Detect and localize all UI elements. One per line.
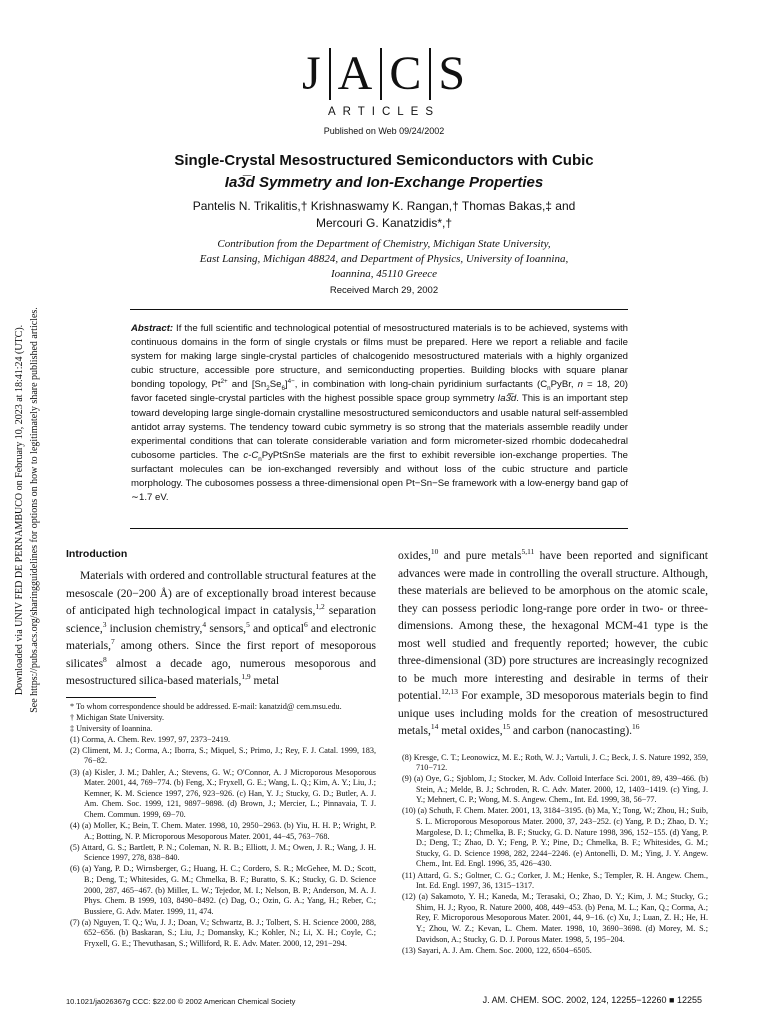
- subscript: n: [547, 385, 551, 393]
- footnote-rule: [66, 697, 156, 698]
- footer-citation: J. AM. CHEM. SOC. 2002, 124, 12255−12260 ■ 12255: [482, 995, 702, 1005]
- download-notice-line2[interactable]: See https://pubs.acs.org/sharingguidelines for options on how to legitimately share published articles.: [29, 307, 40, 713]
- abstract-top-rule: [130, 309, 628, 310]
- body-text: separation science,: [66, 605, 376, 635]
- download-notice: [12, 300, 46, 720]
- logo-letter-c: C: [389, 47, 423, 100]
- body-text: inclusion chemistry,: [106, 622, 203, 635]
- citation[interactable]: 8: [103, 654, 107, 664]
- space-group: Ia3̅d Symmetry and Ion-Exchange Properties: [224, 174, 544, 191]
- body-text: have been reported and significant advances were made in controlling the overall structure. Although, these materials are believed to be amorphous on the atomic scale, they can possess periodic long-range pore order in two- or three-dimensions. Among these, the hexagonal MCM-41 type is the most well studied and frequently reported; however, the cubic three-dimensional (3D) pore structures are increasingly recognized to be much more interesting and desirable in terms of their potential.: [398, 550, 708, 702]
- citation[interactable]: 7: [111, 637, 115, 647]
- download-notice-line1: Downloaded via UNIV FED DE PERNAMBUCO on February 10, 2023 at 18:41:24 (UTC).: [14, 324, 25, 696]
- intro-continued-paragraph: [398, 548, 708, 741]
- subscript: 2: [266, 385, 270, 393]
- abstract-text: ]: [284, 379, 288, 391]
- body-text: and optical: [249, 622, 305, 635]
- logo-divider: [429, 48, 431, 100]
- footnote-affiliation: † Michigan State University.: [70, 712, 165, 722]
- subscript: n: [258, 455, 262, 463]
- section-heading-introduction: Introduction: [66, 548, 128, 560]
- body-text: metal oxides,: [438, 725, 503, 737]
- publication-date: Published on Web 09/24/2002: [323, 126, 445, 136]
- reference-item: (10) (a) Schuth, F. Chem. Mater. 2001, 13, 3184−3195. (b) Ma, Y.; Tong, W.; Zhou, H.; Suib, S. L. Microporous Mesoporous Mater. 2000, 37, 243−252. (c) Yang, P. D.; Zhao, D. Y.; Margolese, D. I.; Chmelka, B. F.; Stucky, G. D. Nature 1998, 396, 152−155. (d) Yang, P. D.; Deng, T.; Zhao, D. Y.; Feng, P. Y.; Pine, D.; Chmelka, B. F.; Whitesides, G. M.; Stucky, G. D. Science 1998, 282, 2244−2246. (e) Antonelli, D. M.; Ying, J. Y. Angew. Chem., Int. Ed. Engl. 1996, 35, 426−430.: [402, 806, 708, 869]
- citation[interactable]: 16: [632, 722, 640, 732]
- body-text: and pure metals: [438, 550, 522, 562]
- right-column: [398, 548, 708, 957]
- formula: c-C: [243, 449, 259, 461]
- citation[interactable]: 15: [502, 722, 511, 732]
- abstract: [131, 322, 628, 505]
- body-text: and electronic materials,: [66, 622, 376, 652]
- citation[interactable]: 1,9: [241, 672, 251, 682]
- citation[interactable]: 14: [430, 722, 439, 732]
- affiliation-line2: East Lansing, Michigan 48824, and Department of Physics, University of Ioannina,: [199, 253, 569, 265]
- citation[interactable]: 5: [246, 619, 250, 629]
- subscript: 6: [281, 385, 285, 393]
- body-text: Materials with ordered and controllable structural features at the mesoscale (20−200 Å) are of exceptionally broad interest because of anticipated high technological impact in catalysis,: [66, 570, 376, 617]
- footer-doi: 10.1021/ja026367g CCC: $22.00 © 2002 American Chemical Society: [66, 997, 296, 1006]
- abstract-label: Abstract:: [131, 323, 174, 334]
- space-group: Ia3̅d: [497, 393, 517, 405]
- footnote-correspondence: * To whom correspondence should be addressed. E-mail: kanatzid@ cem.msu.edu.: [70, 701, 342, 711]
- citation[interactable]: 3: [102, 619, 107, 629]
- citation[interactable]: 1,2: [315, 602, 325, 612]
- author-line1: Pantelis N. Trikalitis,† Krishnaswamy K. Rangan,† Thomas Bakas,‡ and: [192, 199, 576, 213]
- italic-variable: n: [577, 379, 583, 391]
- logo-letter-j: J: [301, 47, 322, 100]
- logo-divider: [329, 48, 331, 100]
- paper-title-line2: [120, 172, 648, 194]
- reference-item: (4) (a) Moller, K.; Bein, T. Chem. Mater. 1998, 10, 2950−2963. (b) Yiu, H. H. P.; Wright, P. A.; Botting, N. P. Microporous Mesoporous Mater. 2001, 44−45, 763−768.: [70, 821, 376, 841]
- affiliation: [150, 237, 618, 282]
- citation[interactable]: 5,11: [521, 547, 535, 557]
- body-text: among others. Since the first report of mesoporous silicates: [66, 640, 376, 670]
- logo-divider: [380, 48, 382, 100]
- paper-title-line1: Single-Crystal Mesostructured Semiconductors with Cubic: [174, 152, 594, 169]
- citation[interactable]: 6: [304, 619, 308, 629]
- superscript: 2+: [220, 378, 228, 386]
- logo-letter-a: A: [337, 47, 374, 100]
- reference-item: (8) Kresge, C. T.; Leonowicz, M. E.; Roth, W. J.; Vartuli, J. C.; Beck, J. S. Nature 1992, 359, 710−712.: [402, 752, 708, 773]
- citation[interactable]: 10: [430, 547, 439, 557]
- abstract-text: . This is an important step toward developing large single-domain crystalline mesostructured semiconductors and usable natural self-assembled antidot array systems. The tendency toward cubic symmetry is so strong that the materials assemble readily under experimental conditions that can tolerate considerable variation and form micrometer-sized rhombic dodecahedral cubosome particles. The: [131, 393, 629, 461]
- abstract-text: and [Sn: [227, 379, 267, 391]
- paper-title: [120, 150, 648, 194]
- abstract-text: If the full scientific and technological potential of mesostructured materials is to be achieved, systems with continuous domains in the form of single crystals or films must be prepared. Here we report a reliable and facile system for making large single-crystal particles of chalcogenido mesostructured materials with a highly organized cubic structure, accessible pore structure, and semiconducting properties. Building blocks with square planar bonding topology, Pt: [131, 323, 628, 391]
- intro-paragraph: [66, 568, 376, 691]
- reference-item: (12) (a) Sakamoto, Y. H.; Kaneda, M.; Terasaki, O.; Zhao, D. Y.; Kim, J. M.; Stucky, G.; Shim, H. J.; Ryoo, R. Nature 2000, 408, 449−453. (b) Pena, M. L.; Kan, Q.; Corma, A.; Rey, F. Microporous Mesoporous Mater. 2001, 44, 9−16. (c) Xu, J.; Luan, Z. H.; He, H. Y.; Zhou, W. Z.; Kevan, L. Chem. Mater. 1998, 10, 3690−3698. (d) Morey, M. S.; Davidson, A.; Stucky, G. D. J. Porous Mater. 1998, 5, 195−204.: [402, 892, 708, 944]
- reference-item: (13) Sayari, A. J. Am. Chem. Soc. 2000, 122, 6504−6505.: [402, 945, 592, 955]
- footnotes-right: [398, 753, 708, 957]
- abstract-text: , in combination with long-chain pyridinium surfactants (C: [294, 379, 548, 391]
- footnote-affiliation: ‡ University of Ioannina.: [70, 723, 153, 733]
- body-text: For example, 3D mesoporous materials begin to find unique uses including molds for the creation of mesostructured metals,: [398, 690, 708, 737]
- reference-item: (2) Climent, M. J.; Corma, A.; Iborra, S.; Miquel, S.; Primo, J.; Rey, F. J. Catal. 1999, 183, 76−82.: [70, 745, 376, 766]
- left-column: [66, 548, 376, 950]
- body-text: sensors,: [206, 622, 247, 635]
- abstract-text: = 18, 20) favor faceted single-crystal particles with the highest possible space group symmetry: [131, 379, 628, 405]
- abstract-text: PyBr,: [550, 379, 578, 391]
- body-text: and carbon (nanocasting).: [510, 725, 633, 737]
- affiliation-line1: Contribution from the Department of Chemistry, Michigan State University,: [217, 238, 551, 250]
- article-type: ARTICLES: [327, 106, 441, 118]
- reference-item: (7) (a) Nguyen, T. Q.; Wu, J. J.; Doan, V.; Schwartz, B. J.; Tolbert, S. H. Science 2000, 288, 652−656. (b) Baskaran, S.; Liu, J.; Domansky, K.; Kohler, N.; Li, X. H.; Coyle, C.; Fryxell, G. E.; Thevuthasan, S.; Williford, R. E. Adv. Mater. 2000, 12, 291−294.: [70, 917, 376, 949]
- body-text: oxides,: [398, 550, 431, 562]
- received-date: Received March 29, 2002: [329, 285, 439, 296]
- reference-item: (3) (a) Kisler, J. M.; Dahler, A.; Stevens, G. W.; O'Connor, A. J Microporous Mesoporous Mater. 2001, 44, 769−774. (b) Feng, X.; Fryxell, G. E.; Wang, L. Q.; Kim, A. Y.; Liu, J.; Kemner, K. M. Science 1997, 276, 923−926. (c) Han, Y. J.; Stucky, G. D.; Butler, A. J. Am. Chem. Soc. 1999, 121, 9897−9898. (d) Brown, J.; Mercier, L.; Pinnavaia, T. J. Chem. Commun. 1999, 69−70.: [70, 767, 376, 819]
- abstract-text: PyPtSnSe materials are the first to exhibit reversible ion-exchange properties. The surfactant molecules can be ion-exchanged reversibly and without loss of the cubic structure and particle morphology. The cubosomes possess a three-dimensional open Pt−Sn−Se framework with a low-energy band gap of ∼1.7 eV.: [131, 449, 628, 504]
- reference-item: (11) Attard, G. S.; Goltner, C. G.; Corker, J. M.; Henke, S.; Templer, R. H. Angew. Chem., Int. Ed. Engl. 1997, 36, 1315−1317.: [402, 870, 708, 891]
- affiliation-line3: Ioannina, 45110 Greece: [331, 268, 437, 280]
- reference-item: (1) Corma, A. Chem. Rev. 1997, 97, 2373−2419.: [70, 734, 231, 744]
- author-line2: Mercouri G. Kanatzidis*,†: [315, 216, 453, 230]
- body-text: metal: [250, 675, 280, 687]
- superscript: 4−: [287, 378, 295, 386]
- citation[interactable]: 4: [202, 619, 207, 629]
- journal-logo: [0, 46, 768, 102]
- abstract-text: Se: [269, 379, 282, 391]
- body-text: almost a decade ago, numerous mesoporous and mesostructured silica-based materials,: [66, 657, 376, 687]
- logo-letter-s: S: [438, 47, 467, 100]
- reference-item: (6) (a) Yang, P. D.; Wirnsberger, G.; Huang, H. C.; Cordero, S. R.; McGehee, M. D.; Scott, B.; Deng, T.; Whitesides, G. M.; Chmelka, B. F.; Buratto, S. K.; Stucky, G. D. Science 2000, 287, 465−467. (b) Miller, L. W.; Tejedor, M. I.; Nelson, B. P.; Anderson, M. A. J. Phys. Chem. B 1999, 103, 8490−8492. (c) Dag, O.; Ozin, G. A.; Yang, H.; Reber, C.; Bussiere, G. Adv. Mater. 1999, 11, 474.: [70, 864, 376, 916]
- author-list: [150, 198, 618, 232]
- footnotes-left: [66, 702, 376, 950]
- abstract-bottom-rule: [130, 528, 628, 529]
- reference-item: (9) (a) Oye, G.; Sjoblom, J.; Stocker, M. Adv. Colloid Interface Sci. 2001, 89, 439−466. (b) Stein, A.; Melde, B. J.; Schroden, R. C. Adv. Mater. 2000, 12, 1403−1419. (c) Ying, J. Y.; Mehnert, C. P.; Wong, M. S. Angew. Chem., Int. Ed. 1999, 38, 56−77.: [402, 774, 708, 805]
- citation[interactable]: 12,13: [441, 687, 458, 697]
- reference-item: (5) Attard, G. S.; Bartlett, P. N.; Coleman, N. R. B.; Elliott, J. M.; Owen, J. R.; Wang, J. H. Science 1997, 278, 838−840.: [70, 842, 376, 863]
